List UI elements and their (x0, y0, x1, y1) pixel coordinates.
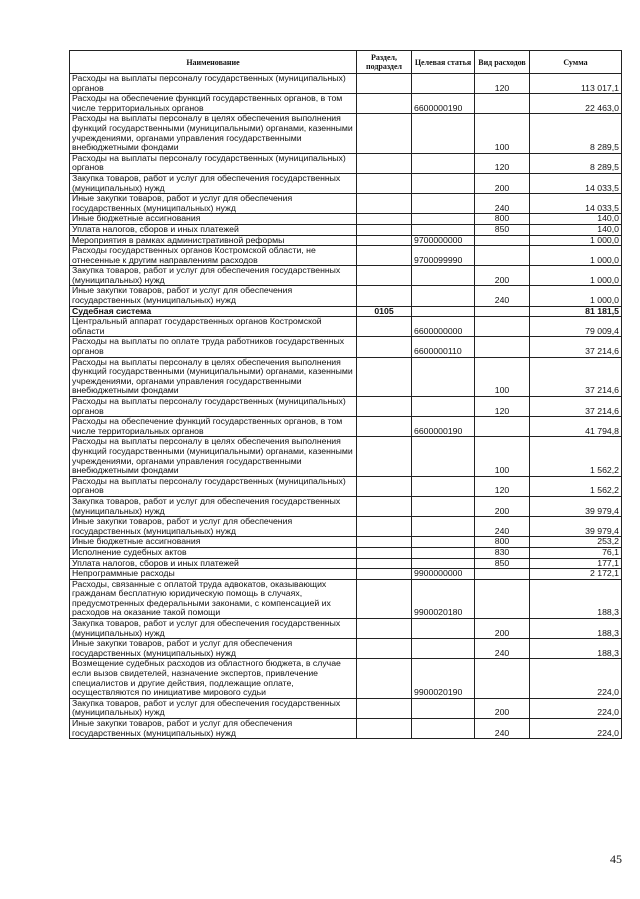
budget-table (69, 50, 622, 739)
cell-kind: 850 (475, 558, 530, 569)
cell-sum: 8 289,5 (530, 114, 622, 153)
table-row (70, 235, 622, 246)
cell-name: Расходы на выплаты персоналу в целях обеспечения выполнения функций государственными (муниципальными) органами, казенными учреждениями, органами управления государственными внебюджетными фондами (70, 437, 357, 476)
table-row (70, 397, 622, 417)
cell-section (357, 173, 412, 193)
cell-name: Иные закупки товаров, работ и услуг для обеспечения государственных (муниципальных) нужд (70, 639, 357, 659)
cell-kind (475, 235, 530, 246)
table-row (70, 639, 622, 659)
cell-target (412, 173, 475, 193)
cell-sum: 1 562,2 (530, 476, 622, 496)
cell-section (357, 719, 412, 739)
cell-sum: 37 214,6 (530, 397, 622, 417)
cell-section (357, 537, 412, 548)
cell-target (412, 286, 475, 306)
cell-name: Закупка товаров, работ и услуг для обеспечения государственных (муниципальных) нужд (70, 698, 357, 718)
cell-name: Закупка товаров, работ и услуг для обеспечения государственных (муниципальных) нужд (70, 496, 357, 516)
cell-sum: 39 979,4 (530, 517, 622, 537)
table-header-row (70, 51, 622, 74)
cell-name: Судебная система (70, 306, 357, 317)
cell-name: Закупка товаров, работ и услуг для обеспечения государственных (муниципальных) нужд (70, 619, 357, 639)
table-row (70, 569, 622, 580)
table-row (70, 114, 622, 153)
cell-target (412, 266, 475, 286)
table-row (70, 547, 622, 558)
table-row (70, 558, 622, 569)
cell-kind (475, 417, 530, 437)
cell-target (412, 437, 475, 476)
cell-kind (475, 246, 530, 266)
table-row (70, 476, 622, 496)
cell-section (357, 579, 412, 618)
cell-sum: 113 017,1 (530, 74, 622, 94)
cell-name: Иные закупки товаров, работ и услуг для обеспечения государственных (муниципальных) нужд (70, 517, 357, 537)
cell-section (357, 153, 412, 173)
cell-name: Расходы на выплаты персоналу государственных (муниципальных) органов (70, 153, 357, 173)
table-row (70, 517, 622, 537)
table-row (70, 337, 622, 357)
cell-section (357, 476, 412, 496)
cell-sum: 253,2 (530, 537, 622, 548)
cell-target (412, 698, 475, 718)
cell-name: Уплата налогов, сборов и иных платежей (70, 224, 357, 235)
cell-kind: 120 (475, 153, 530, 173)
header-sum: Сумма (530, 51, 622, 74)
cell-section (357, 437, 412, 476)
cell-section (357, 317, 412, 337)
cell-kind: 120 (475, 476, 530, 496)
cell-kind: 240 (475, 719, 530, 739)
cell-section (357, 266, 412, 286)
cell-target (412, 496, 475, 516)
cell-kind (475, 94, 530, 114)
cell-target (412, 476, 475, 496)
table-row (70, 194, 622, 214)
cell-target: 6600000190 (412, 417, 475, 437)
table-row (70, 94, 622, 114)
cell-target (412, 214, 475, 225)
cell-name: Уплата налогов, сборов и иных платежей (70, 558, 357, 569)
cell-kind: 240 (475, 517, 530, 537)
cell-sum: 1 000,0 (530, 286, 622, 306)
cell-kind: 800 (475, 537, 530, 548)
cell-target (412, 114, 475, 153)
cell-kind: 100 (475, 437, 530, 476)
cell-section (357, 547, 412, 558)
cell-section (357, 496, 412, 516)
cell-section (357, 337, 412, 357)
cell-name: Расходы на обеспечение функций государственных органов, в том числе территориальных органов (70, 417, 357, 437)
cell-section (357, 569, 412, 580)
cell-target: 9900000000 (412, 569, 475, 580)
table-row (70, 437, 622, 476)
cell-sum: 1 000,0 (530, 235, 622, 246)
table-row (70, 357, 622, 396)
cell-target: 9900020190 (412, 659, 475, 698)
cell-name: Закупка товаров, работ и услуг для обеспечения государственных (муниципальных) нужд (70, 173, 357, 193)
cell-kind: 200 (475, 619, 530, 639)
table-row (70, 306, 622, 317)
cell-kind (475, 306, 530, 317)
table-body (70, 74, 622, 739)
header-target: Целевая статья (412, 51, 475, 74)
cell-target (412, 194, 475, 214)
cell-target: 6600000000 (412, 317, 475, 337)
cell-kind (475, 317, 530, 337)
table-row (70, 417, 622, 437)
cell-sum: 188,3 (530, 619, 622, 639)
cell-target: 6600000190 (412, 94, 475, 114)
cell-kind: 200 (475, 496, 530, 516)
cell-sum: 2 172,1 (530, 569, 622, 580)
table-row (70, 698, 622, 718)
cell-kind: 100 (475, 114, 530, 153)
cell-kind: 240 (475, 194, 530, 214)
page-number: 45 (610, 852, 622, 866)
cell-sum: 37 214,6 (530, 337, 622, 357)
cell-name: Расходы на выплаты персоналу в целях обеспечения выполнения функций государственными (муниципальными) органами, казенными учреждениями, органами управления государственными внебюджетными фондами (70, 357, 357, 396)
cell-sum: 188,3 (530, 639, 622, 659)
cell-section (357, 74, 412, 94)
cell-target: 9700000000 (412, 235, 475, 246)
cell-target (412, 153, 475, 173)
cell-name: Расходы на выплаты персоналу в целях обеспечения выполнения функций государственными (муниципальными) органами, казенными учреждениями, органами управления государственными внебюджетными фондами (70, 114, 357, 153)
cell-sum: 188,3 (530, 579, 622, 618)
cell-sum: 224,0 (530, 719, 622, 739)
header-name: Наименование (70, 51, 357, 74)
cell-kind: 120 (475, 397, 530, 417)
cell-kind (475, 659, 530, 698)
cell-target (412, 74, 475, 94)
table-row (70, 317, 622, 337)
cell-name: Иные закупки товаров, работ и услуг для обеспечения государственных (муниципальных) нужд (70, 719, 357, 739)
header-kind: Вид расходов (475, 51, 530, 74)
cell-name: Закупка товаров, работ и услуг для обеспечения государственных (муниципальных) нужд (70, 266, 357, 286)
cell-target (412, 558, 475, 569)
cell-target (412, 619, 475, 639)
cell-section (357, 114, 412, 153)
cell-sum: 224,0 (530, 659, 622, 698)
cell-target (412, 639, 475, 659)
cell-section (357, 194, 412, 214)
cell-name: Исполнение судебных актов (70, 547, 357, 558)
cell-kind (475, 337, 530, 357)
cell-kind: 200 (475, 266, 530, 286)
cell-name: Возмещение судебных расходов из областного бюджета, в случае если вызов свидетелей, назначение экспертов, привлечение специалистов и другие действия, подлежащие оплате, осуществляются по инициативе мирового судьи (70, 659, 357, 698)
cell-sum: 76,1 (530, 547, 622, 558)
table-row (70, 266, 622, 286)
table-row (70, 579, 622, 618)
cell-section (357, 517, 412, 537)
cell-section (357, 397, 412, 417)
cell-section (357, 357, 412, 396)
table-row (70, 496, 622, 516)
table-row (70, 659, 622, 698)
cell-name: Иные бюджетные ассигнования (70, 214, 357, 225)
cell-sum: 8 289,5 (530, 153, 622, 173)
cell-section (357, 659, 412, 698)
cell-sum: 37 214,6 (530, 357, 622, 396)
cell-section (357, 286, 412, 306)
cell-name: Мероприятия в рамках административной реформы (70, 235, 357, 246)
table-row (70, 537, 622, 548)
cell-target: 9900020180 (412, 579, 475, 618)
cell-name: Расходы государственных органов Костромской области, не отнесенные к другим направлениям расходов (70, 246, 357, 266)
cell-target (412, 547, 475, 558)
table-row (70, 214, 622, 225)
cell-target (412, 397, 475, 417)
cell-name: Иные закупки товаров, работ и услуг для обеспечения государственных (муниципальных) нужд (70, 194, 357, 214)
cell-name: Расходы на обеспечение функций государственных органов, в том числе территориальных органов (70, 94, 357, 114)
table-row (70, 153, 622, 173)
cell-kind: 240 (475, 286, 530, 306)
cell-kind: 200 (475, 698, 530, 718)
table-row (70, 619, 622, 639)
cell-section (357, 639, 412, 659)
cell-section (357, 94, 412, 114)
cell-sum: 1 000,0 (530, 246, 622, 266)
cell-section (357, 417, 412, 437)
cell-name: Расходы на выплаты персоналу государственных (муниципальных) органов (70, 476, 357, 496)
cell-sum: 14 033,5 (530, 173, 622, 193)
cell-sum: 177,1 (530, 558, 622, 569)
cell-sum: 140,0 (530, 214, 622, 225)
cell-name: Расходы на выплаты по оплате труда работников государственных органов (70, 337, 357, 357)
cell-section (357, 246, 412, 266)
cell-kind: 800 (475, 214, 530, 225)
cell-section (357, 224, 412, 235)
cell-target (412, 224, 475, 235)
cell-sum: 41 794,8 (530, 417, 622, 437)
cell-sum: 81 181,5 (530, 306, 622, 317)
cell-kind: 100 (475, 357, 530, 396)
cell-name: Расходы, связанные с оплатой труда адвокатов, оказывающих гражданам бесплатную юридическую помощь в случаях, предусмотренных федеральными законами, с компенсацией их расходов на оказание такой помощи (70, 579, 357, 618)
cell-kind: 240 (475, 639, 530, 659)
cell-name: Расходы на выплаты персоналу государственных (муниципальных) органов (70, 397, 357, 417)
cell-kind: 120 (475, 74, 530, 94)
cell-name: Иные бюджетные ассигнования (70, 537, 357, 548)
cell-kind: 830 (475, 547, 530, 558)
cell-kind (475, 569, 530, 580)
table-row (70, 224, 622, 235)
table-row (70, 719, 622, 739)
cell-name: Иные закупки товаров, работ и услуг для обеспечения государственных (муниципальных) нужд (70, 286, 357, 306)
table-row (70, 246, 622, 266)
cell-sum: 140,0 (530, 224, 622, 235)
cell-target (412, 517, 475, 537)
table-row (70, 74, 622, 94)
cell-section (357, 214, 412, 225)
cell-target: 6600000110 (412, 337, 475, 357)
table-row (70, 286, 622, 306)
cell-sum: 1 000,0 (530, 266, 622, 286)
cell-kind: 850 (475, 224, 530, 235)
cell-target (412, 306, 475, 317)
cell-section: 0105 (357, 306, 412, 317)
cell-sum: 22 463,0 (530, 94, 622, 114)
cell-kind: 200 (475, 173, 530, 193)
header-section: Раздел, подраздел (357, 51, 412, 74)
cell-section (357, 619, 412, 639)
cell-section (357, 558, 412, 569)
cell-name: Непрограммные расходы (70, 569, 357, 580)
cell-sum: 224,0 (530, 698, 622, 718)
cell-sum: 39 979,4 (530, 496, 622, 516)
cell-name: Центральный аппарат государственных органов Костромской области (70, 317, 357, 337)
cell-target (412, 537, 475, 548)
table-row (70, 173, 622, 193)
cell-sum: 79 009,4 (530, 317, 622, 337)
cell-sum: 1 562,2 (530, 437, 622, 476)
cell-target (412, 357, 475, 396)
cell-target (412, 719, 475, 739)
cell-section (357, 698, 412, 718)
cell-target: 9700099990 (412, 246, 475, 266)
cell-name: Расходы на выплаты персоналу государственных (муниципальных) органов (70, 74, 357, 94)
cell-sum: 14 033,5 (530, 194, 622, 214)
cell-kind (475, 579, 530, 618)
cell-section (357, 235, 412, 246)
